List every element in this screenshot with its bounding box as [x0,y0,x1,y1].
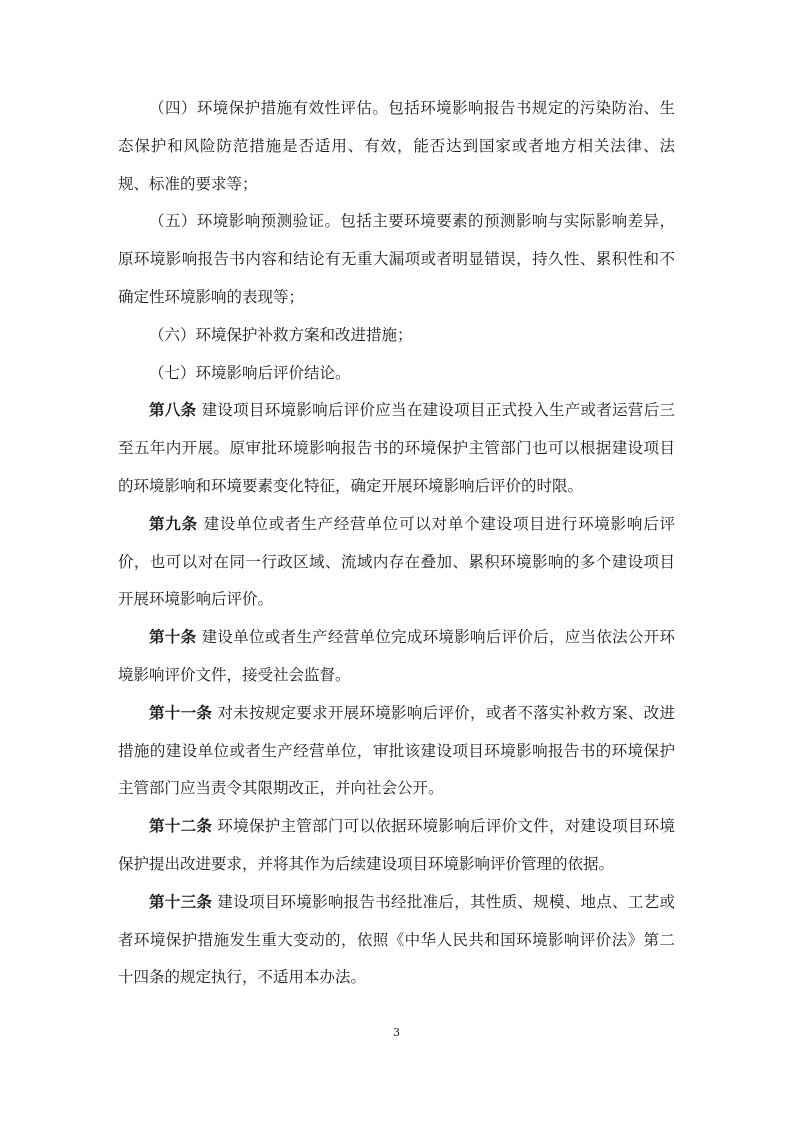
article-heading: 第十一条 [149,703,213,722]
paragraph-text: 建设项目环境影响后评价应当在建设项目正式投入生产或者运营后三至五年内开展。原审批环境影响报告书的环境保护主管部门也可以根据建设项目的环境影响和环境要素变化特征，确定开展环境影响后评价的时限。 [118,401,675,495]
article-9 [118,506,675,619]
paragraph-item-7 [118,355,675,393]
article-heading: 第九条 [149,514,198,533]
document-body [118,90,675,997]
article-11 [118,695,675,808]
paragraph-text: 建设单位或者生产经营单位完成环境影响后评价后，应当依法公开环境影响评价文件，接受社会监督。 [118,628,675,684]
paragraph-item-4 [118,90,675,203]
paragraph-text: 建设单位或者生产经营单位可以对单个建设项目进行环境影响后评价，也可以对在同一行政区域、流域内存在叠加、累积环境影响的多个建设项目开展环境影响后评价。 [118,514,675,609]
article-heading: 第十条 [149,628,197,647]
paragraph-text: 建设项目环境影响报告书经批准后，其性质、规模、地点、工艺或者环境保护措施发生重大变动的，依照《中华人民共和国环境影响评价法》第二十四条的规定执行，不适用本办法。 [118,892,675,987]
article-10 [118,619,675,695]
paragraph-text: 环境保护主管部门可以依据环境影响后评价文件，对建设项目环境保护提出改进要求，并将其作为后续建设项目环境影响评价管理的依据。 [118,817,675,873]
paragraph-text: （五）环境影响预测验证。包括主要环境要素的预测影响与实际影响差异，原环境影响报告书内容和结论有无重大漏项或者明显错误，持久性、累积性和不确定性环境影响的表现等； [118,212,675,306]
paragraph-item-6 [118,317,675,355]
paragraph-text: （六）环境保护补救方案和改进措施； [149,325,413,344]
article-12 [118,808,675,884]
article-13 [118,884,675,997]
page-number: 3 [393,1026,400,1039]
article-heading: 第八条 [149,401,197,420]
paragraph-text: （四）环境保护措施有效性评估。包括环境影响报告书规定的污染防治、生态保护和风险防范措施是否适用、有效，能否达到国家或者地方相关法律、法规、标准的要求等； [118,99,675,193]
article-8 [118,392,675,505]
paragraph-text: 对未按规定要求开展环境影响后评价，或者不落实补救方案、改进措施的建设单位或者生产经营单位，审批该建设项目环境影响报告书的环境保护主管部门应当责令其限期改正，并向社会公开。 [118,703,675,798]
paragraph-text: （七）环境影响后评价结论。 [149,363,351,382]
article-heading: 第十三条 [149,892,213,911]
paragraph-item-5 [118,203,675,316]
article-heading: 第十二条 [149,817,213,836]
